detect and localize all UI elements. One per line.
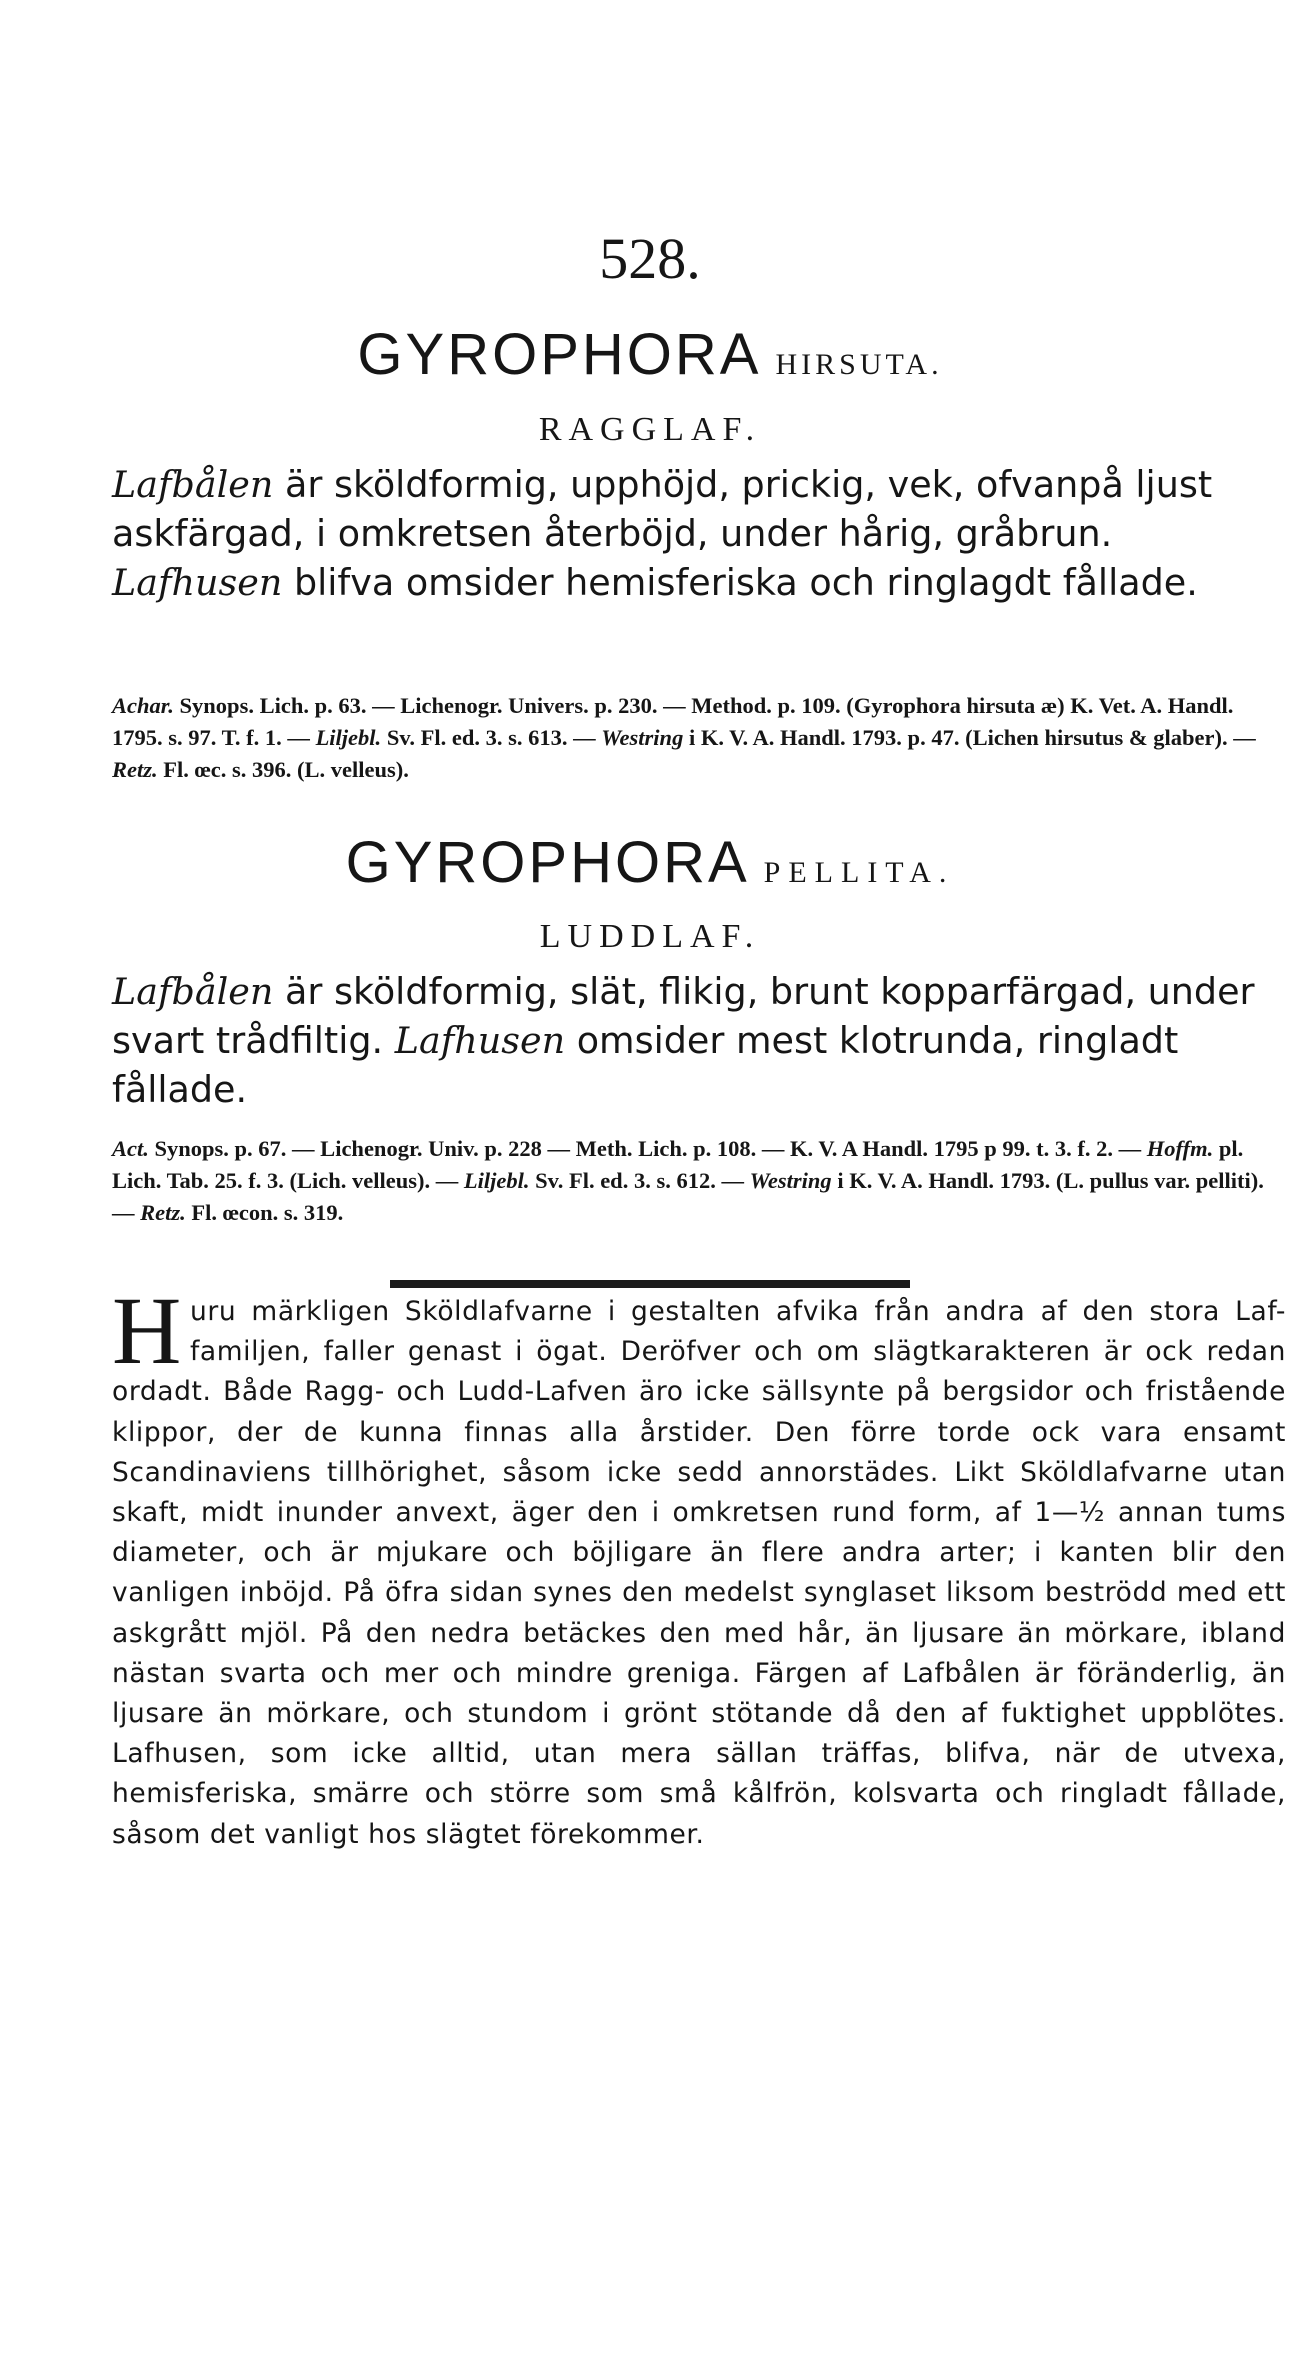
term-lafhusen: Lafhusen xyxy=(394,1019,566,1062)
references-pellita: Act. Synops. p. 67. — Lichenogr. Univ. p. 228 — Meth. Lich. p. 108. — K. V. A Handl. 1795 p 99. t. 3. f. 2. — Hoffm. pl. Lich. Tab. 25. f. 3. (Lich. velleus). — Liljebl. Sv. Fl. ed. 3. s. 612. — Westring i K. V. A. Handl. 1793. (L. pullus var. pelliti). — Retz. Fl. œcon. s. 319. xyxy=(112,1136,1264,1225)
species-epithet: HIRSUTA. xyxy=(775,348,943,381)
vernacular-name-ragglaf: RAGGLAF. xyxy=(538,411,762,448)
section-divider xyxy=(390,1280,910,1288)
references-hirsuta: Achar. Synops. Lich. p. 63. — Lichenogr. Univers. p. 230. — Method. p. 109. (Gyrophora hirsuta æ) K. Vet. A. Handl. 1795. s. 97. T. f. 1. — Liljebl. Sv. Fl. ed. 3. s. 613. — Westring i K. V. A. Handl. 1793. p. 47. (Lichen hirsutus & glaber). — Retz. Fl. œc. s. 396. (L. velleus). xyxy=(112,693,1256,782)
species-description-pellita: Lafbålen är sköldformig, slät, flikig, brunt kopparfärgad, under svart trådfiltig. Lafhusen omsider mest klotrunda, ringladt fållade. xyxy=(112,970,1255,1111)
vernacular-name-luddlaf: LUDDLAF. xyxy=(539,918,761,955)
body-paragraph xyxy=(112,1277,1286,1855)
species-description-hirsuta: Lafbålen är sköldformig, upphöjd, prickig, vek, ofvanpå ljust askfärgad, i omkretsen återböjd, under hårig, gråbrun. Lafhusen blifva omsider hemisferiska och ringlagdt fållade. xyxy=(112,463,1213,604)
term-lafhusen: Lafhusen xyxy=(112,561,283,604)
species-title-pellita xyxy=(0,830,1300,895)
species-title-hirsuta xyxy=(0,322,1300,387)
term-lafbalen: Lafbålen xyxy=(112,970,274,1013)
genus-name: GYROPHORA xyxy=(357,322,762,387)
term-lafbalen: Lafbålen xyxy=(112,463,274,506)
page-number: 528. xyxy=(599,226,701,291)
genus-name: GYROPHORA xyxy=(345,830,750,895)
body-text: uru märkligen Sköldlafvarne i gestalten afvika från andra af den stora Laf-familjen, faller genast i ögat. Deröfver och om slägtkarakteren är ock redan ordadt. Både Ragg- och Ludd-Lafven äro icke sällsynte på bergsidor och fristående klippor, der de kunna finnas alla årstider. Den förre torde ock vara ensamt Scandinaviens tillhörighet, såsom icke sedd annorstädes. Likt Sköldlafvarne utan skaft, midt inunder anvext, äger den i omkretsen rund form, af 1—½ annan tums diameter, och är mjukare och böjligare än flere andra arter; i kanten blir den vanligen inböjd. På öfra sidan synes den medelst synglaset liksom beströdd med ett askgrått mjöl. På den nedra betäckes den med hår, än ljusare än mörkare, ibland nästan svarta och mer och mindre greniga. Färgen af Lafbålen är föränderlig, än ljusare än mörkare, och stundom i grönt stötande då den af fuktighet uppblötes. Lafhusen, som icke alltid, utan mera sällan träffas, blifva, när de utvexa, hemisferiska, smärre och större som små kålfrön, kolsvarta och ringladt fållade, såsom det vanligt hos slägtet förekommer. xyxy=(112,1296,1286,1850)
drop-cap: H xyxy=(112,1277,182,1384)
species-epithet: PELLITA. xyxy=(763,856,955,889)
